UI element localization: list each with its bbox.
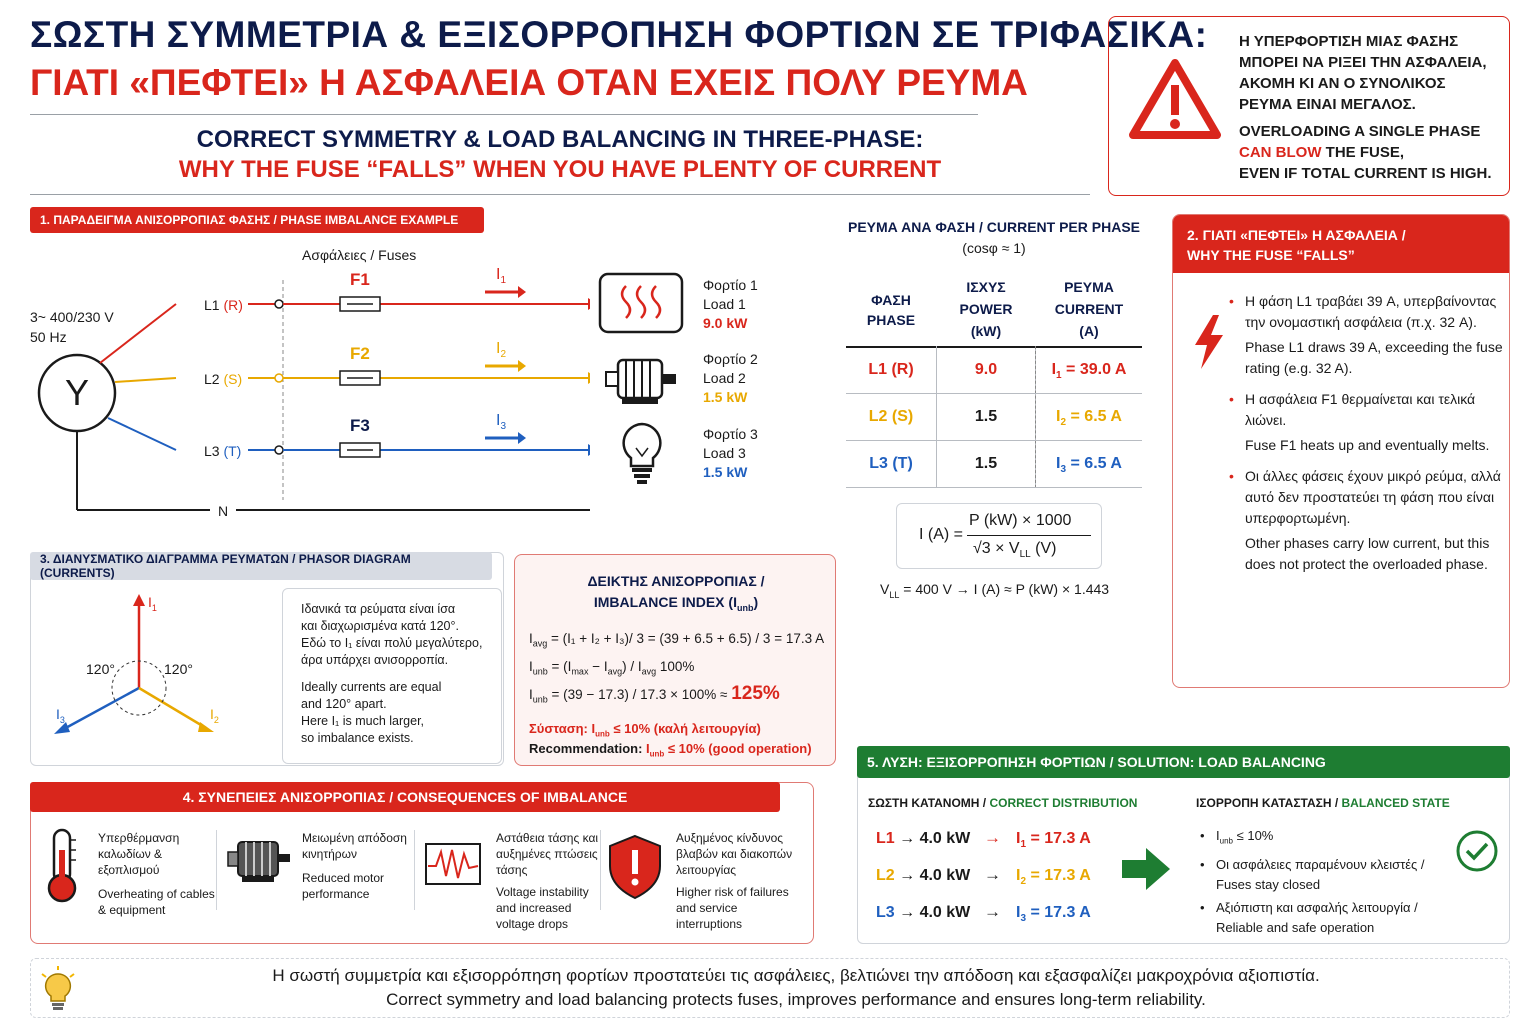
th-power-unit: (kW) <box>970 323 1002 339</box>
warning-gr-line2: ΜΠΟΡΕΙ ΝΑ ΡΙΞΕΙ ΤΗΝ ΑΣΦΑΛΕΙΑ, <box>1239 54 1487 71</box>
recommendation-gr-sub: unb <box>595 729 610 739</box>
subtitle-divider <box>30 194 1090 195</box>
iavg-sub2: avg <box>607 666 623 677</box>
phasor-en-2: and 120° apart. <box>301 697 387 711</box>
section3-header: 3. ΔΙΑΝΥΣΜΑΤΙΚΟ ΔΙΑΓΡΑΜΜΑ ΡΕΥΜΑΤΩΝ / PHASOR DIAGRAM (CURRENTS) <box>30 552 492 580</box>
state-reliable: Αξιόπιστη και ασφαλής λειτουργία / Reliable and safe operation <box>1216 899 1418 935</box>
circuit-diagram <box>30 260 590 530</box>
consequence2-gr: Μειωμένη απόδοση κινητήρων <box>302 831 407 861</box>
lightbulb-idea-icon <box>38 964 78 1014</box>
dist-i1: I <box>1016 830 1021 847</box>
vll-sub: LL <box>889 589 900 600</box>
green-arrow-icon <box>1120 846 1172 892</box>
iunb-formula-a: = (I <box>547 659 572 674</box>
fuse-f2-label: F2 <box>350 344 370 363</box>
table-row-rule <box>846 487 1142 488</box>
title-english-line2: WHY THE FUSE “FALLS” WHEN YOU HAVE PLENTY OF CURRENT <box>178 156 942 183</box>
phasor-angle-right: 120° <box>164 661 193 677</box>
current-i2-sub: 2 <box>500 349 507 361</box>
dist-arrow-3: → <box>984 902 1001 921</box>
imbalance-index-box: ΔΕΙΚΤΗΣ ΑΝΙΣΟΡΡΟΠΙΑΣ / IMBALANCE INDEX $(I_{unb})$ $I_{avg} = (I_1 + I_2 + I_3)/$ 3 = (39 + 6.5 + 6.5) / 3 = 17.3 A $I_{unb} = (I_{max} - I_{avg}) / I_{avg}$ 100% $I_{unb} = (39 - 17.3) / 17.3 \times 100\% \approx 125\%$ Σύσταση: $I_{unb} \le 10\%$ (καλή λειτουργία) Recommendation: $I_{unb} \le 10\%$ (good operation) <box>514 554 836 766</box>
fuse-f1-label: F1 <box>350 270 370 289</box>
line-l2-label: L2 <box>204 371 220 387</box>
supply-frequency: 50 Hz <box>30 329 67 345</box>
row1-cur: I <box>1051 361 1057 378</box>
source-star-symbol: Y <box>65 372 90 413</box>
iunb-formula-d: 100% <box>656 659 695 674</box>
recommendation-en: Recommendation: <box>529 741 647 756</box>
vll-approx: = 400 V → I (A) ≈ P (kW) × 1.443 <box>899 581 1110 597</box>
sec2-bullet3-gr: Οι άλλες φάσεις έχουν μικρό ρεύμα, αλλά αυτό δεν προστατεύει τη φάση που είναι υπερφορτωμένη. <box>1245 468 1501 526</box>
th-phase-gr: ΦΑΣΗ <box>871 292 911 308</box>
row2-value: = 6.5 A <box>1066 408 1122 425</box>
recommendation-en-sub: unb <box>649 749 665 759</box>
state-title-en: BALANCED STATE <box>1341 796 1450 810</box>
heater-icon <box>598 272 684 334</box>
consequence1-gr: Υπερθέρμανση καλωδίων & εξοπλισμού <box>98 831 180 877</box>
th-current-en: CURRENT <box>1054 301 1124 317</box>
row2-cur-sub: 2 <box>1060 417 1067 429</box>
current-i3-sub: 3 <box>500 421 507 433</box>
line-l3-label: L3 <box>204 443 220 459</box>
sec2-bullet1-gr: Η φάση L1 τραβάει 39 A, υπερβαίνοντας την ονομαστική ασφάλεια (π.χ. 32 A). <box>1245 293 1497 330</box>
dist-i2-value: = 17.3 A <box>1026 867 1091 884</box>
table-header-rule <box>846 346 1142 348</box>
check-circle-icon <box>1454 828 1500 874</box>
section2-title-en: WHY THE FUSE “FALLS” <box>1187 247 1355 263</box>
row3-phase: L3 (T) <box>869 455 913 472</box>
row3-cur-sub: 3 <box>1060 464 1067 476</box>
section1-header: 1. ΠΑΡΑΔΕΙΓΜΑ ΑΝΙΣΟΡΡΟΠΙΑΣ ΦΑΣΗΣ / PHASE IMBALANCE EXAMPLE <box>30 207 484 233</box>
phasor-gr-4: άρα υπάρχει ανισορροπία. <box>301 653 449 667</box>
vll-symbol: V <box>880 581 890 597</box>
supply-voltage: 3~ 400/230 V <box>30 309 114 325</box>
iunb-formula-b: − I <box>588 659 608 674</box>
state-title-gr: ΙΣΟΡΡΟΠΗ ΚΑΤΑΣΤΑΣΗ / <box>1196 796 1342 810</box>
phasor-diagram <box>40 590 272 750</box>
dist-arrow-2: → <box>984 865 1001 884</box>
row2-power: 1.5 <box>974 408 998 425</box>
section2-title-gr: 2. ΓΙΑΤΙ «ΠΕΦΤΕΙ» Η ΑΣΦΑΛΕΙΑ / <box>1187 227 1406 243</box>
table-row-rule <box>846 440 1142 441</box>
iavg-sub3: avg <box>641 666 657 677</box>
consequence4-gr: Αυξημένος κίνδυνος βλαβών και διακοπών λειτουργίας <box>676 831 793 877</box>
state-iunb: I <box>1216 828 1220 843</box>
iunb-result: 125% <box>731 683 780 704</box>
phasor-angle-left: 120° <box>86 661 115 677</box>
footer-greek: Η σωστή συμμετρία και εξισορρόπηση φορτίων προστατεύει τις ασφάλειες, βελτιώνει την απόδοση και εξασφαλίζει μακροχρόνια αξιοπιστία. <box>272 966 1320 985</box>
load1-gr: Φορτίο 1 <box>703 277 758 293</box>
row2-cur: I <box>1056 408 1061 425</box>
th-phase-en: PHASE <box>866 312 916 328</box>
dist-i1-value: = 17.3 A <box>1026 830 1091 847</box>
state-iunb-sub: unb <box>1219 836 1233 846</box>
phasor-gr-3: Εδώ το I₁ είναι πολύ μεγαλύτερο, <box>301 636 483 650</box>
formula-fraction-bar <box>967 535 1091 536</box>
distribution-title-en: CORRECT DISTRIBUTION <box>989 796 1138 810</box>
phasor-gr-1: Ιδανικά τα ρεύματα είναι ίσα <box>301 602 456 616</box>
load3-en: Load 3 <box>703 445 746 461</box>
consequence4-en: Higher risk of failures and service interruptions <box>676 885 789 931</box>
table-title: ΡΕΥΜΑ ΑΝΑ ΦΑΣΗ / CURRENT PER PHASE <box>847 219 1141 235</box>
th-power-gr: ΙΣΧΥΣ <box>966 279 1006 295</box>
load3-gr: Φορτίο 3 <box>703 426 758 442</box>
imax-sub: max <box>571 666 589 677</box>
line-l3-tag: (T) <box>223 443 242 459</box>
phasor-explanation-box <box>282 588 502 764</box>
phasor-i3-label: $I_3$ <box>56 706 65 725</box>
sec2-bullet2-gr: Η ασφάλεια F1 θερμαίνεται και τελικά λιώνει. <box>1245 391 1476 428</box>
dist-l3-kw: → 4.0 kW <box>899 904 971 921</box>
recommendation-en-rest: ≤ 10% (good operation) <box>664 741 812 756</box>
neutral-label: N <box>218 503 229 519</box>
iavg-formula: = (I₁ + I₂ + I₃)/ 3 = (39 + 6.5 + 6.5) / 3 = 17.3 A <box>547 631 825 646</box>
iunb-symbol: I <box>529 659 533 674</box>
row1-value: = 39.0 A <box>1061 361 1127 378</box>
fuse-f3-label: F3 <box>350 416 370 435</box>
thermometer-icon <box>42 826 82 904</box>
current-i1: I <box>496 266 501 283</box>
sec2-bullet1-en: Phase L1 draws 39 A, exceeding the fuse rating (e.g. 32 A). <box>1245 339 1503 376</box>
dist-l2: L2 <box>876 867 895 884</box>
th-current-gr: ΡΕΥΜΑ <box>1064 279 1114 295</box>
title-english-line1: CORRECT SYMMETRY & LOAD BALANCING IN THREE-PHASE: <box>196 126 924 153</box>
phasor-en-4: so imbalance exists. <box>301 731 414 745</box>
dist-l3: L3 <box>876 904 895 921</box>
consequence2-en: Reduced motor performance <box>302 871 385 901</box>
dist-l1-kw: → 4.0 kW <box>899 830 971 847</box>
load1-en: Load 1 <box>703 296 746 312</box>
distribution-title-gr: ΣΩΣΤΗ ΚΑΤΑΝΟΜΗ / <box>868 796 990 810</box>
motor-icon <box>600 350 680 410</box>
phasor-en-3: Here I₁ is much larger, <box>301 714 425 728</box>
formula-box <box>896 503 1102 569</box>
warning-en-line3: EVEN IF TOTAL CURRENT IS HIGH. <box>1239 165 1492 182</box>
load1-kw: 9.0 kW <box>703 315 748 331</box>
divider <box>414 830 415 910</box>
phasor-gr-2: και διαχωρισμένα κατά 120°. <box>301 619 459 633</box>
footer-english: Correct symmetry and load balancing protects fuses, improves performance and ensures long-term reliability. <box>386 990 1206 1009</box>
row1-phase: L1 (R) <box>868 361 914 378</box>
dist-i3: I <box>1016 904 1021 921</box>
iunb-formula-c: ) / I <box>622 659 642 674</box>
lightning-bolt-icon <box>1191 313 1227 371</box>
line-l2-tag: (S) <box>223 371 243 387</box>
iavg-symbol: I <box>529 631 533 646</box>
iunb-calc: = (39 − 17.3) / 17.3 × 100% ≈ <box>547 687 732 702</box>
iunb-sub: unb <box>532 666 548 677</box>
dist-i2-sub: 2 <box>1020 876 1027 888</box>
th-current-unit: (A) <box>1079 323 1099 339</box>
current-i1-sub: 1 <box>500 275 507 287</box>
section2-box: 2. ΓΙΑΤΙ «ΠΕΦΤΕΙ» Η ΑΣΦΑΛΕΙΑ / WHY THE FUSE “FALLS” • Η φάση L1 τραβάει 39 A, υπερβαίνοντας την ονομαστική ασφάλεια (π.χ. 32 A). Phase L1 draws 39 A, exceeding the fuse rating (e.g. 32 A). • Η ασφάλεια F1 θερμαίνεται και τελικά λιώνει. Fuse F1 heats up and eventually melts. • Οι άλλες φάσεις έχουν μικρό ρεύμα, αλλά αυτό δεν προστατεύει τη φάση που είναι υπερφορτωμένη. Other phases carry low current, but this does not protect the overloaded phase. <box>1172 214 1510 688</box>
warning-box <box>1108 16 1510 196</box>
row3-cur: I <box>1056 455 1061 472</box>
table-row-rule <box>846 393 1142 394</box>
load2-en: Load 2 <box>703 370 746 386</box>
recommendation-gr: Σύσταση: I <box>529 721 596 736</box>
recommendation-gr-rest: ≤ 10% (καλή λειτουργία) <box>609 721 761 736</box>
iavg-sub: avg <box>532 638 548 649</box>
dist-l1: L1 <box>876 830 895 847</box>
warning-triangle-icon <box>1127 57 1223 141</box>
th-power-en: POWER <box>959 301 1013 317</box>
current-i2: I <box>496 340 501 357</box>
warning-en-highlight: CAN BLOW <box>1239 144 1322 161</box>
load3-kw: 1.5 kW <box>703 464 748 480</box>
motor-icon <box>224 836 294 888</box>
voltage-waveform-icon <box>424 842 482 886</box>
phasor-en-1: Ideally currents are equal <box>301 680 442 694</box>
header-divider <box>30 114 978 115</box>
formula-denominator: √3 × V <box>973 540 1020 557</box>
warning-gr-line1: Η ΥΠΕΡΦΟΡΤΙΣΗ ΜΙΑΣ ΦΑΣΗΣ <box>1239 33 1459 50</box>
phasor-i1-label: $I_1$ <box>148 594 157 613</box>
table-subtitle: (cosφ ≈ 1) <box>962 240 1026 256</box>
index-title-en: IMBALANCE INDEX (I <box>593 594 737 610</box>
state-fuses-closed: Οι ασφάλειες παραμένουν κλειστές / Fuses stay closed <box>1216 856 1425 892</box>
iunb-calc-symbol: I <box>529 687 533 702</box>
shield-alert-icon <box>606 834 664 900</box>
warning-gr-line4: ΡΕΥΜΑ ΕΙΝΑΙ ΜΕΓΑΛΟΣ. <box>1239 96 1416 113</box>
dist-i2: I <box>1016 867 1021 884</box>
load2-kw: 1.5 kW <box>703 389 748 405</box>
sec2-bullet2-en: Fuse F1 heats up and eventually melts. <box>1245 437 1490 453</box>
warning-gr-line3: ΑΚΟΜΗ ΚΙ ΑΝ Ο ΣΥΝΟΛΙΚΟΣ <box>1239 75 1446 92</box>
warning-en-line1: OVERLOADING A SINGLE PHASE <box>1239 123 1481 140</box>
iunb-calc-sub: unb <box>532 694 548 705</box>
recommendation-en-symbol: I <box>646 741 650 756</box>
line-l1-label: L1 <box>204 297 220 313</box>
row1-power: 9.0 <box>974 361 998 378</box>
consequence3-en: Voltage instability and increased voltage drops <box>496 885 589 931</box>
dist-i3-value: = 17.3 A <box>1026 904 1091 921</box>
current-i3: I <box>496 412 501 429</box>
index-title-gr: ΔΕΙΚΤΗΣ ΑΝΙΣΟΡΡΟΠΙΑΣ / <box>587 573 765 589</box>
title-greek-line1: ΣΩΣΤΗ ΣΥΜΜΕΤΡΙΑ & ΕΞΙΣΟΡΡΟΠΗΣΗ ΦΟΡΤΙΩΝ ΣΕ ΤΡΙΦΑΣΙΚΑ: <box>30 14 1208 55</box>
warning-en-line2: THE FUSE, <box>1321 144 1405 161</box>
formula-lhs: I (A) = <box>919 526 964 543</box>
consequence3-gr: Αστάθεια τάσης και αυξημένες πτώσεις τάσης <box>496 831 599 877</box>
dist-i1-sub: 1 <box>1020 839 1027 851</box>
section4-header: 4. ΣΥΝΕΠΕΙΕΣ ΑΝΙΣΟΡΡΟΠΙΑΣ / CONSEQUENCES OF IMBALANCE <box>30 782 780 812</box>
divider <box>600 830 601 910</box>
formula-numerator: P (kW) × 1000 <box>969 512 1072 529</box>
row1-cur-sub: 1 <box>1056 370 1062 382</box>
title-greek-line2: ΓΙΑΤΙ «ΠΕΦΤΕΙ» Η ΑΣΦΑΛΕΙΑ ΟΤΑΝ ΕΧΕΙΣ ΠΟΛΥ ΡΕΥΜΑ <box>30 62 1028 103</box>
light-bulb-icon <box>618 420 666 488</box>
line-l1-tag: (R) <box>223 297 243 313</box>
row3-power: 1.5 <box>974 455 998 472</box>
row2-phase: L2 (S) <box>868 408 914 425</box>
dist-l2-kw: → 4.0 kW <box>899 867 971 884</box>
dist-i3-sub: 3 <box>1020 913 1027 925</box>
state-iunb-value: ≤ 10% <box>1232 828 1274 843</box>
sec2-bullet3-en: Other phases carry low current, but this does not protect the overloaded phase. <box>1245 535 1490 572</box>
formula-den-unit: (V) <box>1030 540 1057 557</box>
formula-den-sub: LL <box>1019 549 1031 561</box>
consequence1-en: Overheating of cables & equipment <box>98 887 215 917</box>
phasor-i2-label: $I_2$ <box>210 706 219 725</box>
fuses-label: Ασφάλειες / Fuses <box>302 247 417 263</box>
dist-arrow-1: → <box>984 828 1001 847</box>
divider <box>216 830 217 910</box>
section5-header: 5. ΛΥΣΗ: ΕΞΙΣΟΡΡΟΠΗΣΗ ΦΟΡΤΙΩΝ / SOLUTION: LOAD BALANCING <box>857 746 1510 778</box>
row3-value: = 6.5 A <box>1066 455 1122 472</box>
load2-gr: Φορτίο 2 <box>703 351 758 367</box>
